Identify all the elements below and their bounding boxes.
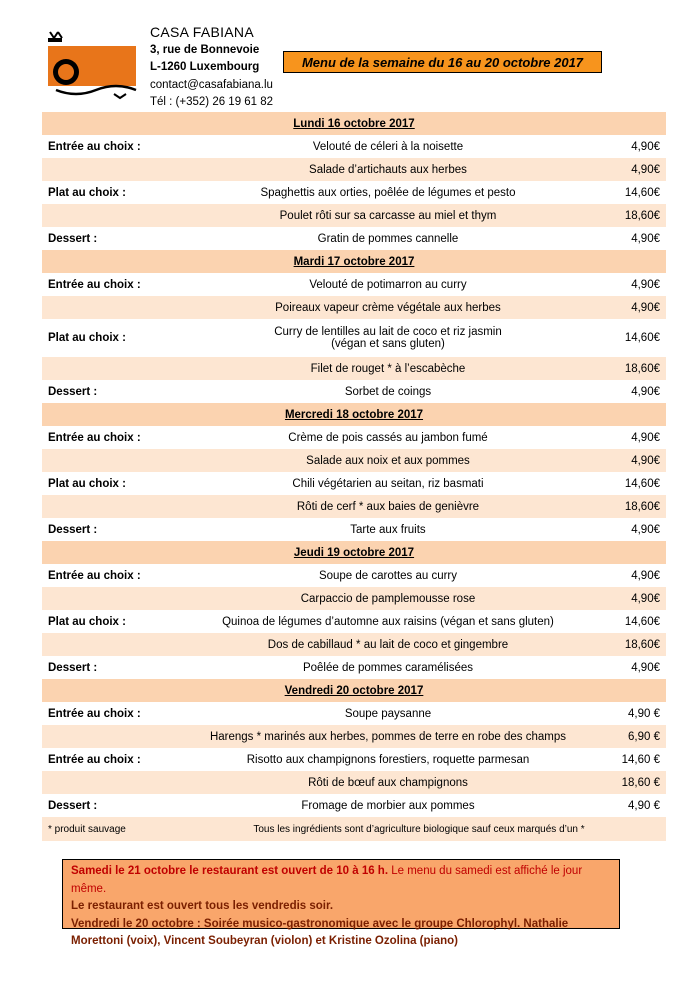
dish-text: Rôti de bœuf aux champignons [308,776,468,789]
dish-name [172,135,604,158]
dish-price: 4,90€ [631,569,660,582]
dish-name [172,296,604,319]
course-label [42,587,172,610]
dish-name [172,564,604,587]
menu-row [42,158,666,181]
menu-row [42,495,666,518]
dish-text: Rôti de cerf * aux baies de genièvre [296,500,480,513]
dish-name [172,181,604,204]
dish-text: Sorbet de coings [344,385,432,398]
dish-name [172,380,604,403]
dish-text: Velouté de potimarron au curry [309,278,467,291]
dish-name [172,587,604,610]
dish-text: Quinoa de légumes d’automne aux raisins (végan et sans gluten) [222,615,554,628]
address-line-2: L-1260 Luxembourg [150,61,260,73]
dish-name [172,656,604,679]
dish-text: Spaghettis aux orties, poêlée de légumes et pesto [260,186,516,199]
dish-name [172,204,604,227]
week-title: Menu de la semaine du 16 au 20 octobre 2017 [283,51,602,73]
course-label [42,296,172,319]
day-title: Vendredi 20 octobre 2017 [42,679,666,702]
day-header-row [42,541,666,564]
course-label: Plat au choix : [48,477,126,490]
dish-text: Velouté de céleri à la noisette [312,140,464,153]
menu-row [42,472,666,495]
day-title: Jeudi 19 octobre 2017 [42,541,666,564]
dish-text: Tarte aux fruits [350,523,426,536]
menu-row [42,181,666,204]
dish-price: 4,90€ [631,232,660,245]
dish-name [172,794,604,817]
dish-price: 14,60€ [624,615,660,628]
menu-row [42,426,666,449]
dish-price: 18,60€ [604,204,666,227]
dish-price: 4,90€ [631,661,660,674]
dish-price: 18,60€ [604,633,666,656]
dish-name [172,771,604,794]
menu-row [42,380,666,403]
notice-saturday-menu: Le menu du samedi est affiché le jour même. [71,865,583,895]
menu-row [42,296,666,319]
notice-friday-open: Le restaurant est ouvert tous les vendredis soir. [71,900,334,912]
course-label [42,633,172,656]
dish-text: Gratin de pommes cannelle [317,232,459,245]
course-label [42,725,172,748]
dish-text: Soupe de carottes au curry [318,569,458,582]
dish-name [172,633,604,656]
day-title: Mercredi 18 octobre 2017 [42,403,666,426]
menu-row [42,771,666,794]
menu-row [42,273,666,296]
dish-price: 4,90€ [631,523,660,536]
day-header-row [42,403,666,426]
dish-name [172,725,604,748]
dish-text: Filet de rouget * à l’escabèche [310,362,466,375]
footnote-organic: Tous les ingrédients sont d’agriculture biologique sauf ceux marqués d’un * [172,817,666,841]
dish-price: 4,90€ [631,140,660,153]
day-header-row [42,250,666,273]
course-label: Plat au choix : [48,615,126,628]
course-label: Dessert : [48,232,98,245]
course-label: Entrée au choix : [48,140,141,153]
dish-text: Chili végétarien au seitan, riz basmati [292,477,484,490]
day-title: Mardi 17 octobre 2017 [42,250,666,273]
course-label: Plat au choix : [48,332,126,344]
dish-text: Poireaux vapeur crème végétale aux herbes [275,301,501,314]
dish-text: Dos de cabillaud * au lait de coco et gingembre [267,638,509,651]
dish-price: 14,60€ [624,332,660,344]
dish-price: 4,90€ [604,158,666,181]
menu-row [42,319,666,357]
dish-name [172,319,604,357]
menu-row [42,610,666,633]
menu-row [42,518,666,541]
weekly-menu-table [42,112,666,841]
course-label: Dessert : [48,385,98,398]
menu-row [42,204,666,227]
dish-price: 6,90 € [604,725,666,748]
dish-price: 14,60€ [624,477,660,490]
dish-text: Harengs * marinés aux herbes, pommes de terre en robe des champs [209,730,566,743]
restaurant-address [150,24,273,112]
menu-row [42,449,666,472]
course-label: Dessert : [48,799,98,812]
menu-row [42,227,666,250]
dish-name [172,748,604,771]
dish-name [172,702,604,725]
notice-friday-event: Vendredi le 20 octobre : Soirée musico-gastronomique avec le groupe Chlorophyl. Nathalie Morettoni (voix), Vincent Soubeyran (violon) et Kristine Ozolina (piano) [71,917,569,947]
dish-text: Risotto aux champignons forestiers, roquette parmesan [246,753,530,766]
course-label: Dessert : [48,661,98,674]
dish-name [172,158,604,181]
course-label [42,495,172,518]
dish-text: Crème de pois cassés au jambon fumé [288,431,488,444]
menu-row [42,794,666,817]
menu-row [42,702,666,725]
course-label: Entrée au choix : [48,431,141,444]
footnote-row [42,817,666,841]
notice-box [62,859,620,947]
menu-row [42,135,666,158]
dish-name [172,472,604,495]
day-header-row [42,679,666,702]
menu-row [42,587,666,610]
course-label: Plat au choix : [48,186,126,199]
dish-text: Fromage de morbier aux pommes [301,799,475,812]
dish-price: 4,90 € [628,707,660,720]
course-label [42,771,172,794]
email-link[interactable]: contact@casafabiana.lu [150,78,273,91]
dish-price: 4,90 € [628,799,660,812]
menu-row [42,357,666,380]
course-label [42,449,172,472]
menu-row [42,564,666,587]
dish-name [172,273,604,296]
course-label [42,204,172,227]
course-label: Entrée au choix : [48,753,141,766]
restaurant-name: CASA FABIANA [150,24,254,40]
dish-price: 14,60€ [624,186,660,199]
dish-price: 4,90€ [631,385,660,398]
day-title: Lundi 16 octobre 2017 [42,112,666,135]
dish-price: 4,90€ [604,449,666,472]
address-line-1: 3, rue de Bonnevoie [150,43,260,56]
dish-price: 4,90€ [604,296,666,319]
course-label: Entrée au choix : [48,707,141,720]
dish-text: Salade aux noix et aux pommes [306,454,470,467]
dish-name [172,449,604,472]
dish-price: 14,60 € [621,753,660,766]
course-label: Dessert : [48,523,98,536]
day-header-row [42,112,666,135]
menu-row [42,748,666,771]
phone-number: Tél : (+352) 26 19 61 82 [150,96,274,108]
menu-row [42,656,666,679]
dish-text: Salade d’artichauts aux herbes [309,163,467,176]
dish-price: 18,60€ [604,357,666,380]
dish-price: 18,60€ [604,495,666,518]
dish-name [172,227,604,250]
dish-name [172,518,604,541]
dish-price: 4,90€ [631,431,660,444]
footnote-wild: * produit sauvage [42,817,172,841]
dish-text: Carpaccio de pamplemousse rose [300,592,476,605]
dish-price: 18,60 € [604,771,666,794]
course-label: Entrée au choix : [48,569,141,582]
dish-text: Poêlée de pommes caramélisées [302,661,473,674]
menu-row [42,633,666,656]
notice-saturday-hours: Samedi le 21 octobre le restaurant est ouvert de 10 à 16 h. [71,865,389,877]
menu-row [42,725,666,748]
course-label [42,158,172,181]
course-label: Entrée au choix : [48,278,141,291]
dish-price: 4,90€ [631,278,660,291]
dish-price: 4,90€ [604,587,666,610]
dish-note: (végan et sans gluten) [331,338,445,350]
course-label [42,357,172,380]
dish-name [172,610,604,633]
dish-name [172,495,604,518]
dish-text: Poulet rôti sur sa carcasse au miel et thym [279,209,497,222]
dish-text: Soupe paysanne [344,707,432,720]
dish-text: Curry de lentilles au lait de coco et riz jasmin [274,326,502,338]
dish-name [172,357,604,380]
casa-fabiana-logo [44,30,140,102]
dish-name [172,426,604,449]
